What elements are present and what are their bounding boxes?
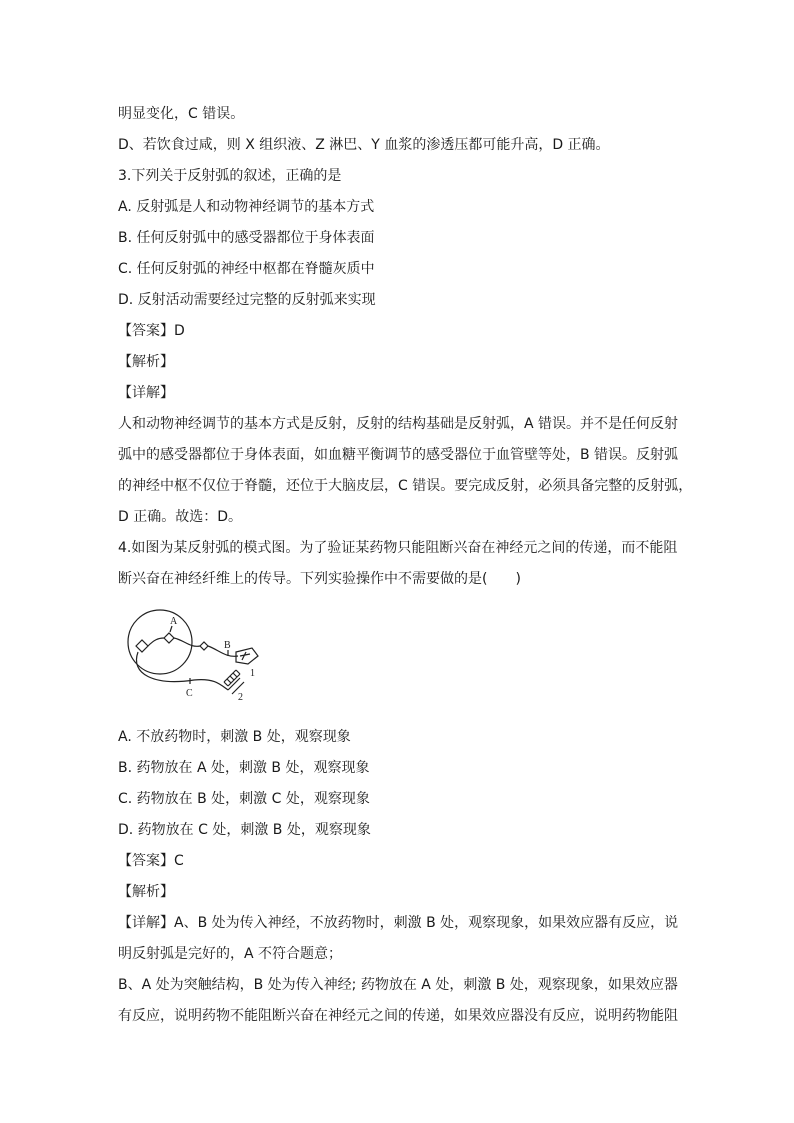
receptor-shape <box>236 648 258 664</box>
q4-analysis-heading: 【解析】 <box>118 884 174 900</box>
q4-option-a: A. 不放药物时，刺激 B 处，观察现象 <box>118 729 351 745</box>
q4-detail-line: 明反射弧是完好的，A 不符合题意； <box>118 946 343 962</box>
label-c: C <box>186 688 193 699</box>
neuron-body <box>200 642 208 650</box>
neuron-body <box>136 640 148 652</box>
q4-option-d: D. 药物放在 C 处，刺激 B 处，观察现象 <box>118 822 371 838</box>
q3-detail-line: 人和动物神经调节的基本方式是反射，反射的结构基础是反射弧，A 错误。并不是任何反射 <box>118 416 679 432</box>
q4-option-c: C. 药物放在 B 处，刺激 C 处，观察现象 <box>118 791 370 807</box>
text-line: D、若饮食过咸，则 X 组织液、Z 淋巴、Y 血浆的渗透压都可能升高，D 正确。 <box>118 137 610 153</box>
q4-answer: 【答案】C <box>118 853 184 869</box>
reflex-arc-diagram <box>124 604 274 708</box>
q3-option-c: C. 任何反射弧的神经中枢都在脊髓灰质中 <box>118 261 375 277</box>
spinal-cord-circle <box>128 610 192 674</box>
label-2: 2 <box>238 692 243 703</box>
q4-detail-line: 有反应，说明药物不能阻断兴奋在神经元之间的传递，如果效应器没有反应，说明药物能阻 <box>118 1008 678 1024</box>
effector-muscle <box>224 670 240 686</box>
label-a: A <box>170 616 178 627</box>
question-4-stem-line: 断兴奋在神经纤维上的传导。下列实验操作中不需要做的是( ) <box>118 571 521 587</box>
q3-detail-line: 弧中的感受器都位于身体表面，如血糖平衡调节的感受器位于血管壁等处，B 错误。反射弧 <box>118 447 679 463</box>
q3-detail-heading: 【详解】 <box>118 385 174 401</box>
q3-option-d: D. 反射活动需要经过完整的反射弧来实现 <box>118 292 376 308</box>
q3-option-a: A. 反射弧是人和动物神经调节的基本方式 <box>118 199 375 215</box>
q4-detail-line: B、A 处为突触结构，B 处为传入神经; 药物放在 A 处，刺激 B 处，观察现象，如果效应器 <box>118 977 678 993</box>
q3-analysis-heading: 【解析】 <box>118 354 174 370</box>
q4-option-b: B. 药物放在 A 处，刺激 B 处，观察现象 <box>118 760 370 776</box>
question-4-stem-line: 4.如图为某反射弧的模式图。为了验证某药物只能阻断兴奋在神经元之间的传递，而不能阻 <box>118 540 678 556</box>
q3-detail-line: 的神经中枢不仅位于脊髓，还位于大脑皮层，C 错误。要完成反射，必须具备完整的反射弧， <box>118 478 693 494</box>
neuron-body <box>164 633 174 643</box>
q3-option-b: B. 任何反射弧中的感受器都位于身体表面 <box>118 230 375 246</box>
question-3-stem: 3.下列关于反射弧的叙述，正确的是 <box>118 168 342 184</box>
label-1: 1 <box>250 668 255 679</box>
text-line: 明显变化，C 错误。 <box>118 106 245 122</box>
q4-detail-line: 【详解】A、B 处为传入神经，不放药物时，刺激 B 处，观察现象，如果效应器有反应，说 <box>118 915 679 931</box>
q3-detail-line: D 正确。故选：D。 <box>118 509 243 525</box>
q3-answer: 【答案】D <box>118 323 185 339</box>
label-b: B <box>224 640 231 651</box>
